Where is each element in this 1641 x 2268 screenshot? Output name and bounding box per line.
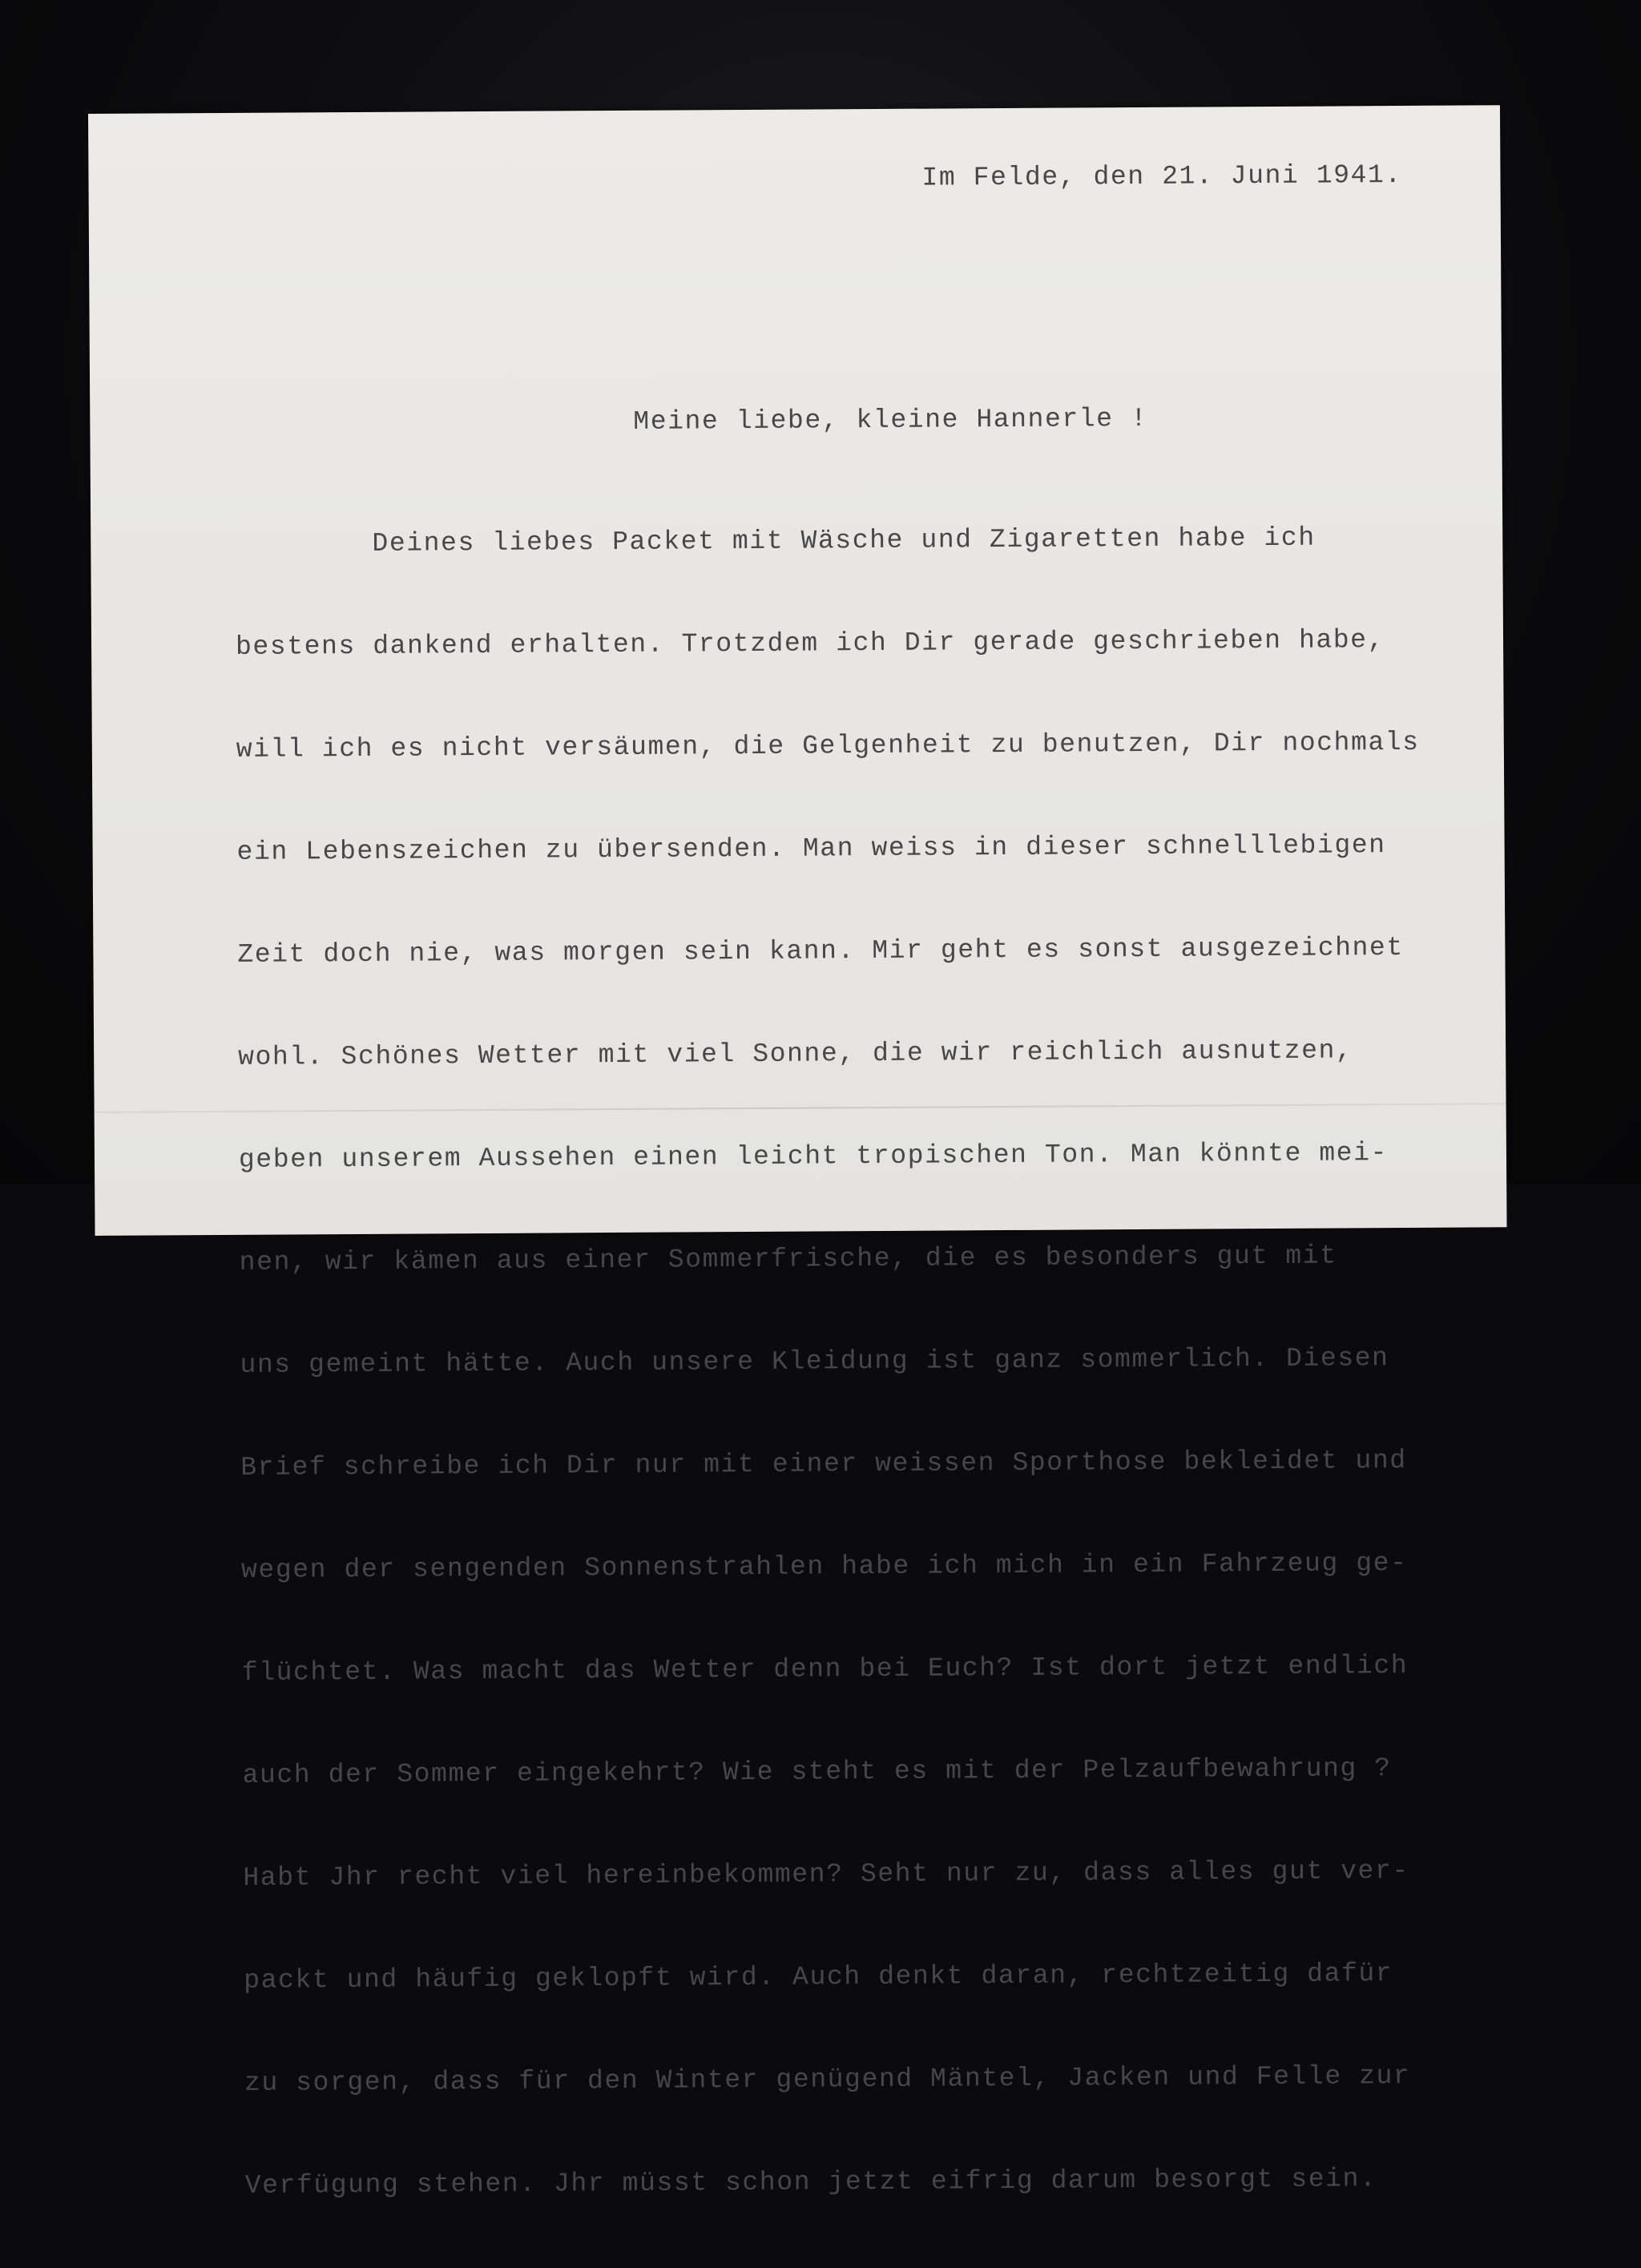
letter-line: will ich es nicht versäumen, die Gelgenheit zu benutzen, Dir nochmals xyxy=(236,727,1420,765)
letter-line: bestens dankend erhalten. Trotzdem ich Dir gerade geschrieben habe, xyxy=(235,625,1385,662)
letter-line: zu sorgen, dass für den Winter genügend Mäntel, Jacken und Felle zur xyxy=(244,2060,1411,2098)
letter-line: Verfügung stehen. Jhr müsst schon jetzt eifrig darum besorgt sein. xyxy=(244,2164,1377,2201)
letter-date-line: Im Felde, den 21. Juni 1941. xyxy=(921,159,1402,193)
letter-line: Brief schreibe ich Dir nur mit einer weissen Sporthose bekleidet und xyxy=(240,1445,1407,1483)
letter-line: Habt Jhr recht viel hereinbekommen? Seht nur zu, dass alles gut ver- xyxy=(243,1855,1409,1893)
letter-line: flüchtet. Was macht das Wetter denn bei Euch? Ist dort jetzt endlich xyxy=(241,1650,1409,1688)
letter-line: packt und häufig geklopft wird. Auch denkt daran, rechtzeitig dafür xyxy=(244,1959,1393,1996)
letter-line: Zeit doch nie, was morgen sein kann. Mir geht es sonst ausgezeichnet xyxy=(237,932,1404,970)
letter-body xyxy=(235,457,1429,2267)
letter-line: auch der Sommer eingekehrt? Wie steht es mit der Pelzaufbewahrung ? xyxy=(242,1753,1392,1790)
letter-line: wohl. Schönes Wetter mit viel Sonne, die wir reichlich ausnutzen, xyxy=(238,1035,1353,1072)
letter-line: geben unserem Aussehen einen leicht tropischen Ton. Man könnte mei- xyxy=(238,1138,1389,1175)
letter-line: Deines liebes Packet mit Wäsche und Zigaretten habe ich xyxy=(235,523,1316,559)
typed-letter-page xyxy=(88,105,1507,2201)
letter-salutation: Meine liebe, kleine Hannerle ! xyxy=(633,403,1148,437)
letter-line: ein Lebenszeichen zu übersenden. Man weiss in dieser schnelllebigen xyxy=(236,830,1386,867)
letter-line: nen, wir kämen aus einer Sommerfrische, die es besonders gut mit xyxy=(239,1241,1337,1277)
letter-line: wegen der sengenden Sonnenstrahlen habe ich mich in ein Fahrzeug ge- xyxy=(240,1548,1408,1585)
letter-line: uns gemeint hätte. Auch unsere Kleidung ist ganz sommerlich. Diesen xyxy=(240,1343,1389,1380)
